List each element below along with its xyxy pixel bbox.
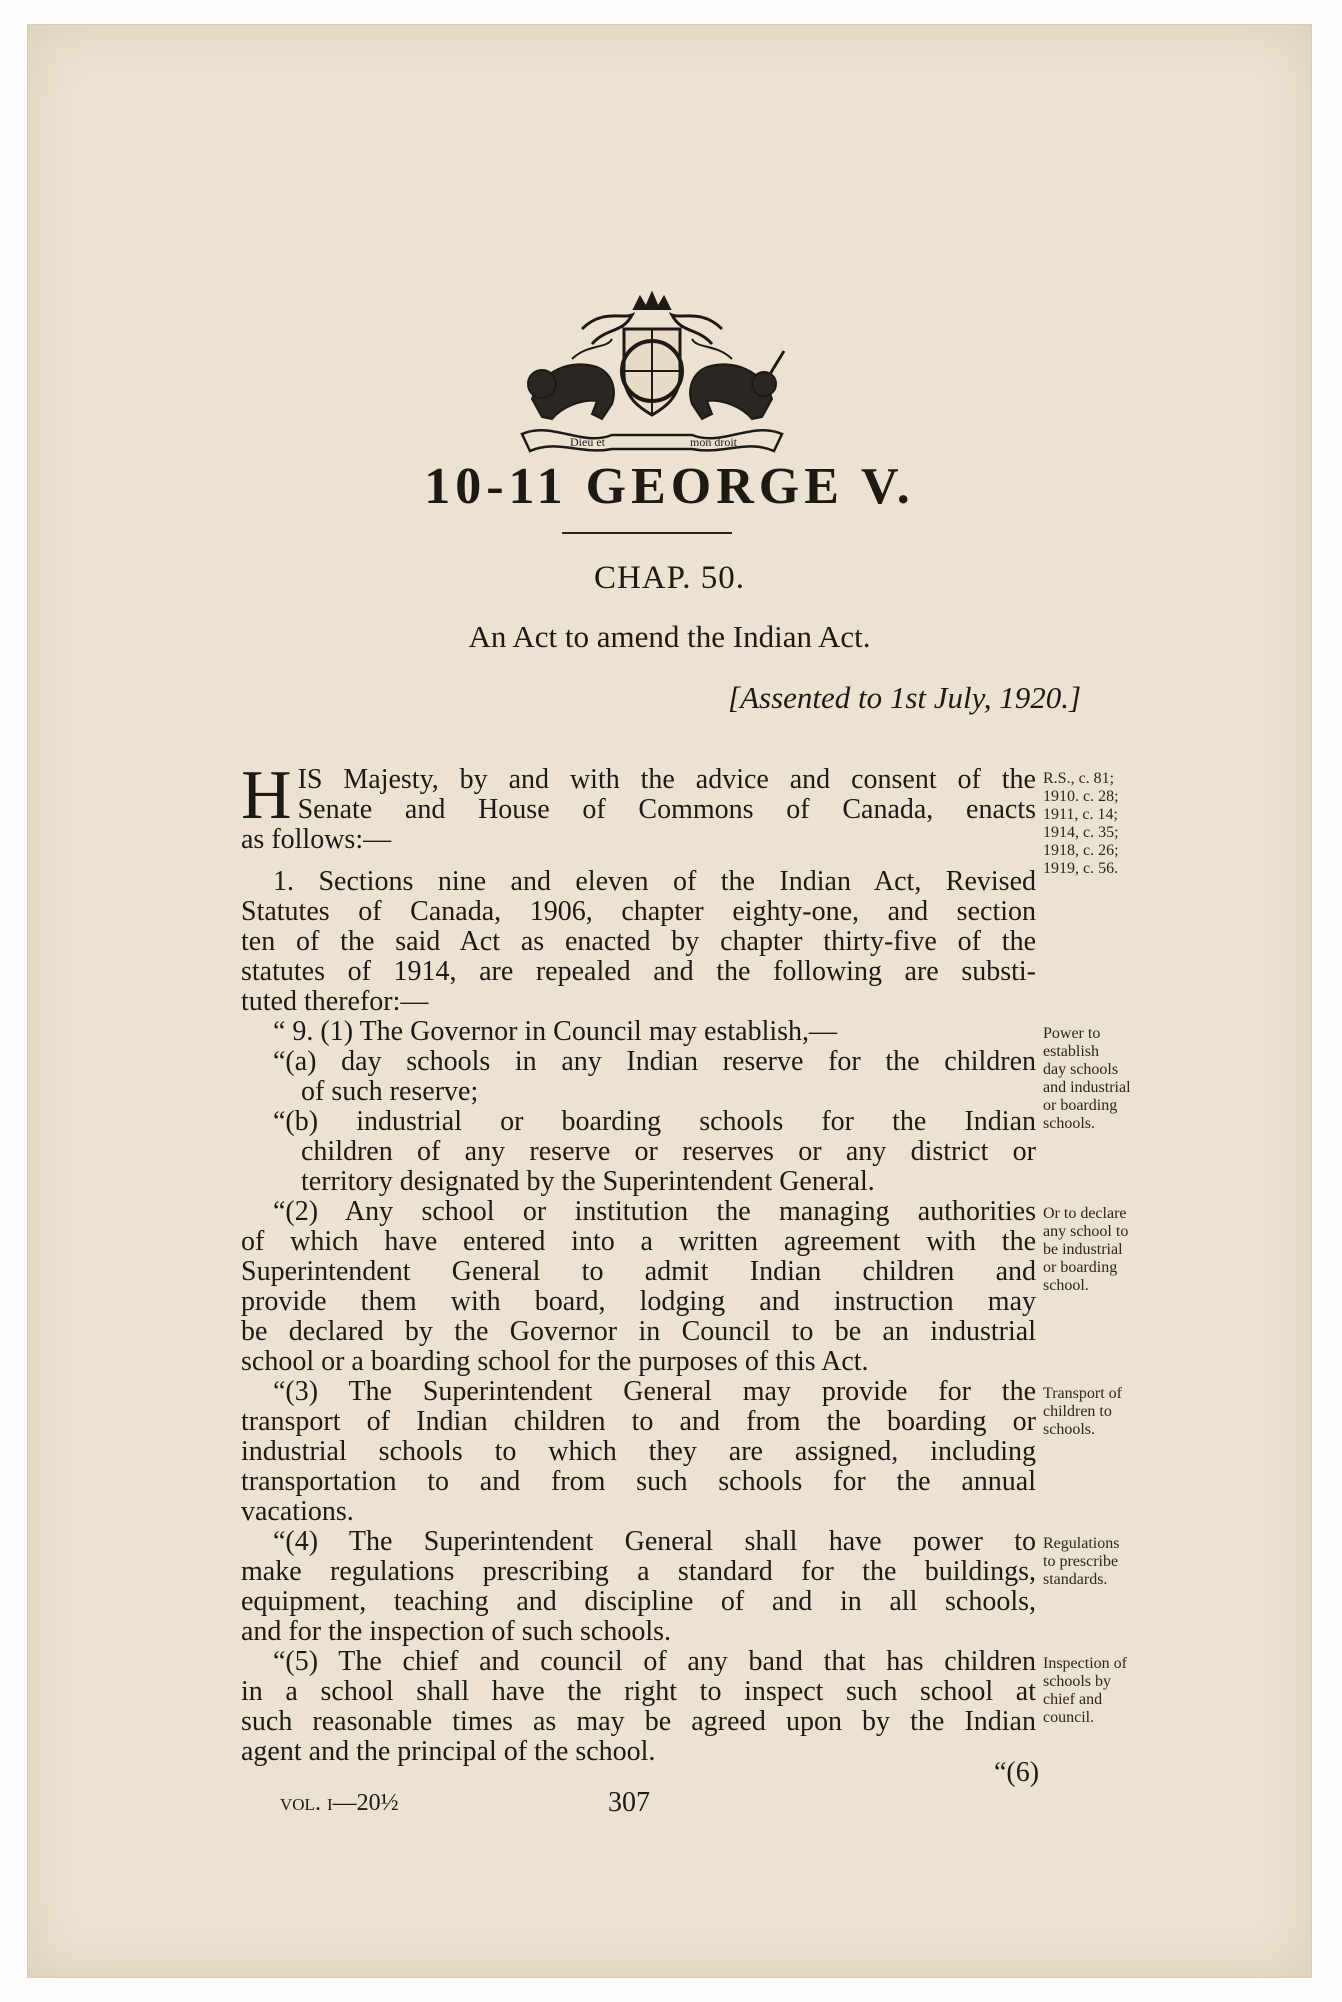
subsection-5-line: in a school shall have the right to inspect such school at [241, 1676, 1036, 1707]
subsection-2-line: provide them with board, lodging and instruction may [241, 1286, 1036, 1317]
enacting-clause [241, 757, 1036, 855]
subsection-3-line: industrial schools to which they are assigned, including [241, 1436, 1036, 1467]
section-9-lead: “ 9. (1) The Governor in Council may establish,— [273, 1016, 838, 1047]
motto-left-text: Dieu et [570, 435, 605, 449]
subsection-5-line: “(5) The chief and council of any band that has children [273, 1646, 1036, 1677]
subsection-4-line: “(4) The Superintendent General shall have power to [273, 1526, 1036, 1557]
subsection-5-line: such reasonable times as may be agreed upon by the Indian [241, 1706, 1036, 1737]
subsection-5-line: agent and the principal of the school. [241, 1736, 656, 1767]
margin-line: Regulations [1043, 1535, 1120, 1552]
margin-line: or boarding [1043, 1097, 1118, 1114]
motto-right-text: mon droit [690, 435, 737, 449]
margin-line: standards. [1043, 1571, 1108, 1588]
paragraph-b-line: “(b) industrial or boarding schools for the Indian [273, 1106, 1036, 1137]
subsection-2-line: be declared by the Governor in Council to be an industrial [241, 1316, 1036, 1347]
section-1-line: statutes of 1914, are repealed and the following are substi- [241, 956, 1036, 987]
subsection-3-line: transportation to and from such schools for the annual [241, 1466, 1036, 1497]
citation: 1911, c. 14; [1043, 806, 1118, 823]
subsection-4-line: make regulations prescribing a standard for the buildings, [241, 1556, 1036, 1587]
margin-line: schools. [1043, 1421, 1095, 1438]
subsection-3-line: vacations. [241, 1496, 354, 1527]
margin-note-regulations [1043, 1535, 1163, 1589]
section-1 [241, 867, 1036, 1017]
margin-note-power [1043, 1025, 1163, 1133]
catchword: “(6) [994, 1757, 1040, 1788]
margin-line: schools by [1043, 1673, 1111, 1690]
margin-note-inspection [1043, 1655, 1163, 1727]
subsection-4 [241, 1527, 1036, 1647]
subsection-2-line: of which have entered into a written agreement with the [241, 1226, 1036, 1257]
margin-line: school. [1043, 1277, 1089, 1294]
margin-line: schools. [1043, 1115, 1095, 1132]
margin-line: day schools [1043, 1061, 1119, 1078]
paragraph-b-line: territory designated by the Superintendent General. [301, 1166, 875, 1197]
act-title: An Act to amend the Indian Act. [468, 619, 871, 654]
section-9-subsection-1 [241, 1017, 1036, 1197]
margin-line: Transport of [1043, 1385, 1122, 1402]
citation: 1914, c. 35; [1043, 824, 1119, 841]
margin-line: or boarding [1043, 1259, 1118, 1276]
margin-line: establish [1043, 1043, 1099, 1060]
section-1-line: ten of the said Act as enacted by chapter thirty-five of the [241, 926, 1036, 957]
assent-date: [Assented to 1st July, 1920.] [728, 680, 1082, 715]
subsection-4-line: equipment, teaching and discipline of and in all schools, [241, 1586, 1036, 1617]
section-1-line: Statutes of Canada, 1906, chapter eighty-one, and section [241, 896, 1036, 927]
margin-line: Power to [1043, 1025, 1101, 1042]
section-1-line: 1. Sections nine and eleven of the Indian Act, Revised [273, 866, 1036, 897]
page-sheet [27, 24, 1312, 1978]
page-number: 307 [608, 1787, 650, 1818]
citation: R.S., c. 81; [1043, 770, 1115, 787]
margin-note-declare [1043, 1205, 1163, 1295]
citation: 1919, c. 56. [1043, 860, 1119, 877]
margin-line: Or to declare [1043, 1205, 1127, 1222]
subsection-3 [241, 1377, 1036, 1527]
subsection-4-line: and for the inspection of such schools. [241, 1616, 672, 1647]
enacting-line: as follows:— [241, 824, 392, 855]
subsection-2-line: school or a boarding school for the purposes of this Act. [241, 1346, 869, 1377]
subsection-3-line: transport of Indian children to and from the boarding or [241, 1406, 1036, 1437]
margin-line: be industrial [1043, 1241, 1123, 1258]
margin-line: Inspection of [1043, 1655, 1127, 1672]
royal-coat-of-arms-emblem [512, 289, 792, 455]
reign-heading: 10-11 GEORGE V. [424, 458, 915, 515]
heading-divider [562, 532, 732, 534]
margin-line: council. [1043, 1709, 1095, 1726]
margin-note-transport [1043, 1385, 1163, 1439]
margin-line: any school to [1043, 1223, 1129, 1240]
subsection-2-line: Superintendent General to admit Indian children and [241, 1256, 1036, 1287]
margin-line: and industrial [1043, 1079, 1131, 1096]
paragraph-a-line: of such reserve; [301, 1076, 479, 1107]
margin-line: to prescribe [1043, 1553, 1119, 1570]
drop-cap-letter: H [241, 757, 292, 834]
enacting-line: Senate and House of Commons of Canada, enacts [297, 794, 1036, 825]
volume-signature: vol. i—20½ [280, 1790, 399, 1816]
paragraph-a-line: “(a) day schools in any Indian reserve for the children [273, 1046, 1036, 1077]
citation: 1918, c. 26; [1043, 842, 1119, 859]
subsection-3-line: “(3) The Superintendent General may provide for the [273, 1376, 1036, 1407]
margin-note-citations [1043, 770, 1163, 878]
citation: 1910. c. 28; [1043, 788, 1119, 805]
margin-line: children to [1043, 1403, 1112, 1420]
paragraph-b-line: children of any reserve or reserves or any district or [301, 1136, 1036, 1167]
enacting-line: IS Majesty, by and with the advice and consent of the [297, 764, 1036, 795]
chapter-number: CHAP. 50. [593, 560, 746, 596]
subsection-2-line: “(2) Any school or institution the managing authorities [273, 1196, 1036, 1227]
section-1-line: tuted therefor:— [241, 986, 429, 1017]
subsection-5 [241, 1647, 1036, 1767]
subsection-2 [241, 1197, 1036, 1377]
margin-line: chief and [1043, 1691, 1103, 1708]
